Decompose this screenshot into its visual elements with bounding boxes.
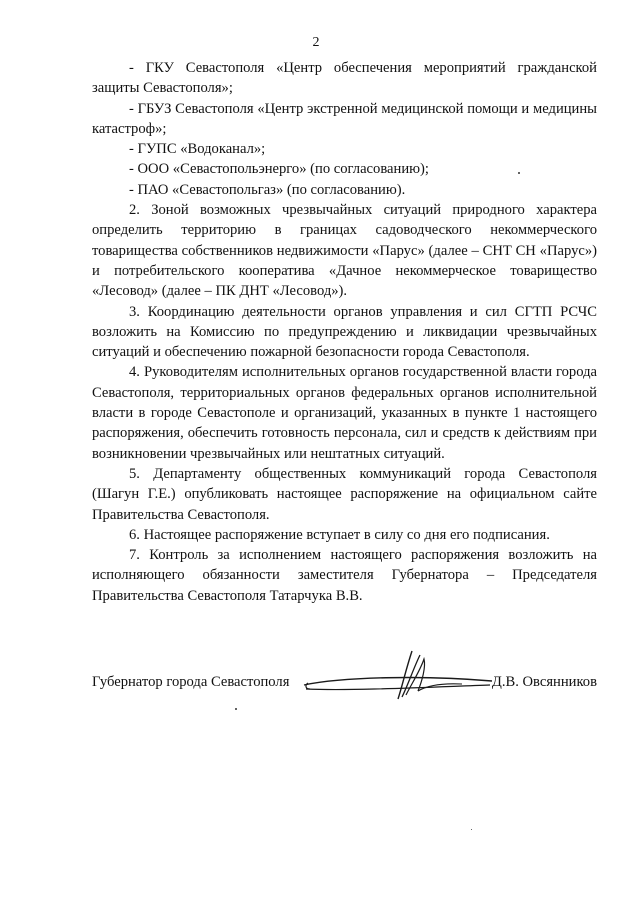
paragraph-6: 6. Настоящее распоряжение вступает в силу со дня его подписания. — [129, 526, 550, 543]
paragraph-5: 5. Департаменту общественных коммуникаций города Севастополя (Шагун Г.Е.) опубликовать настоящее распоряжение на официальном сайте Правительства Севастополя. — [92, 465, 597, 523]
list-item: - ГУПС «Водоканал»; — [129, 141, 266, 158]
page-number: 2 — [312, 35, 320, 50]
organization-list — [92, 58, 597, 200]
scan-speck — [235, 708, 237, 710]
signatory-position: Губернатор города Севастополя — [92, 674, 290, 690]
paragraph-7: 7. Контроль за исполнением настоящего распоряжения возложить на исполняющего обязанности заместителя Губернатора – Председателя Правительства Севастополя Татарчука В.В. — [92, 547, 597, 604]
scan-speck — [471, 829, 472, 830]
list-item: - ГКУ Севастополя «Центр обеспечения мероприятий гражданской защиты Севастополя»; — [92, 60, 597, 97]
signatory-name: Д.В. Овсянников — [491, 674, 597, 690]
list-item: - ООО «Севастопольэнерго» (по согласованию); — [129, 161, 429, 178]
paragraph-2: 2. Зоной возможных чрезвычайных ситуаций природного характера определить территорию в границах садоводческого некоммерческого товарищества собственников недвижимости «Парус» (далее – СНТ СН «Парус») и потребительского кооператива «Дачное некоммерческое товарищество «Лесовод» (далее – ПК ДНТ «Лесовод»). — [92, 202, 597, 300]
paragraph-3: 3. Координацию деятельности органов управления и сил СГТП РСЧС возложить на Комиссию по предупреждению и ликвидации чрезвычайных ситуаций и обеспечению пожарной безопасности города Севастополя. — [92, 303, 597, 361]
handwritten-signature — [302, 647, 502, 707]
list-item: - ГБУЗ Севастополя «Центр экстренной медицинской помощи и медицины катастроф»; — [92, 100, 597, 137]
signature-block — [92, 672, 597, 702]
paragraph-4: 4. Руководителям исполнительных органов государственной власти города Севастополя, территориальных органов федеральных органов исполнительной власти в городе Севастополе и организаций, указанных в пункте 1 настоящего распоряжения, обеспечить готовность персонала, сил и средств к действиям при возникновении чрезвычайных или нештатных ситуаций. — [92, 364, 597, 462]
document-body — [92, 58, 597, 606]
list-item: - ПАО «Севастопольгаз» (по согласованию). — [129, 181, 406, 198]
scan-speck — [518, 172, 520, 174]
